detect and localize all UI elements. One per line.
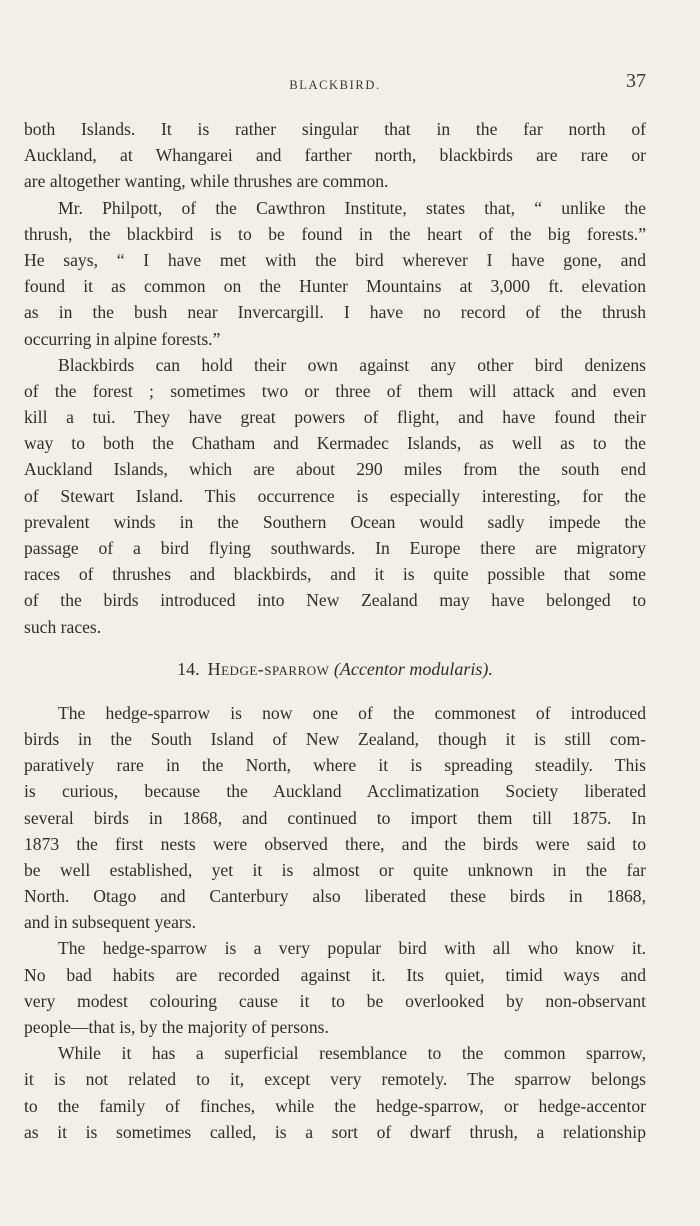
blackbird-section-text [24,116,646,640]
paragraph [24,116,646,195]
text-line: of the forest ; sometimes two or three of them will attack and even [24,380,646,401]
paragraph [24,935,646,1040]
text-line: as it is sometimes called, is a sort of dwarf thrush, a relationship [24,1121,646,1142]
text-line: passage of a bird flying southwards. In Europe there are migratory [24,538,646,558]
text-line: He says, “ I have met with the bird wherever I have gone, and [24,249,646,270]
text-line: Auckland Islands, which are about 290 miles from the south end [24,459,646,480]
text-line: several birds in 1868, and continued to import them till 1875. In [24,807,646,828]
text-line: people—that is, by the majority of persons. [24,1017,329,1037]
text-line: way to both the Chatham and Kermadec Islands, as well as to the [24,433,646,454]
text-line: very modest colouring cause it to be overlooked by non-observant [24,990,646,1011]
paragraph [24,195,646,352]
text-line: No bad habits are recorded against it. Its quiet, timid ways and [24,964,646,985]
text-line: Blackbirds can hold their own against any other bird denizens [58,354,646,375]
text-line: as in the bush near Invercargill. I have no record of the thrush [24,302,646,323]
text-line: found it as common on the Hunter Mountains at 3,000 ft. elevation [24,276,646,297]
text-line: kill a tui. They have great powers of flight, and have found their [24,407,646,428]
text-line: both Islands. It is rather singular that in the far north of [24,119,646,139]
body-text [24,116,646,1145]
paragraph [24,1040,646,1145]
text-line: The hedge-sparrow is a very popular bird with all who know it. [58,938,646,959]
text-line: The hedge-sparrow is now one of the commonest of introduced [58,702,646,723]
section-latin-name: (Accentor modularis). [333,658,493,679]
text-line: be well established, yet it is almost or quite unknown in the far [24,859,646,880]
paragraph [24,352,646,640]
text-line: North. Otago and Canterbury also liberated these birds in 1868, [24,886,646,907]
page-number: 37 [626,70,646,92]
text-line: 1873 the first nests were observed there, and the birds were said to [24,833,646,854]
text-line: occurring in alpine forests.” [24,328,221,349]
text-line: it is not related to it, except very remotely. The sparrow belongs [24,1069,646,1090]
text-line: prevalent winds in the Southern Ocean would sadly impede the [24,511,646,532]
paragraph [24,700,646,936]
section-number: 14. [177,658,200,679]
section-common-name: Hedge-sparrow [207,658,330,679]
text-line: and in subsequent years. [24,912,196,933]
text-line: Mr. Philpott, of the Cawthron Institute, states that, “ unlike the [58,197,646,218]
text-line: thrush, the blackbird is to be found in the heart of the big forests.” [24,223,646,244]
text-line: races of thrushes and blackbirds, and it is quite possible that some [24,564,646,585]
text-line: is curious, because the Auckland Acclimatization Society liberated [24,781,646,802]
running-head [24,70,646,100]
text-line: are altogether wanting, while thrushes are common. [24,171,389,192]
section-heading [24,640,646,696]
running-title: BLACKBIRD. [289,78,381,92]
text-line: While it has a superficial resemblance to the common sparrow, [58,1043,646,1064]
hedge-sparrow-section-text [24,700,646,1145]
text-line: Auckland, at Whangarei and farther north, blackbirds are rare or [24,145,646,166]
text-line: of the birds introduced into New Zealand may have belonged to [24,590,646,611]
book-page [24,0,646,1226]
text-line: of Stewart Island. This occurrence is especially interesting, for the [24,485,646,506]
text-line: birds in the South Island of New Zealand, though it is still com- [24,728,646,749]
text-line: such races. [24,616,102,637]
text-line: to the family of finches, while the hedge-sparrow, or hedge-accentor [24,1095,646,1116]
text-line: paratively rare in the North, where it is spreading steadily. This [24,755,646,776]
